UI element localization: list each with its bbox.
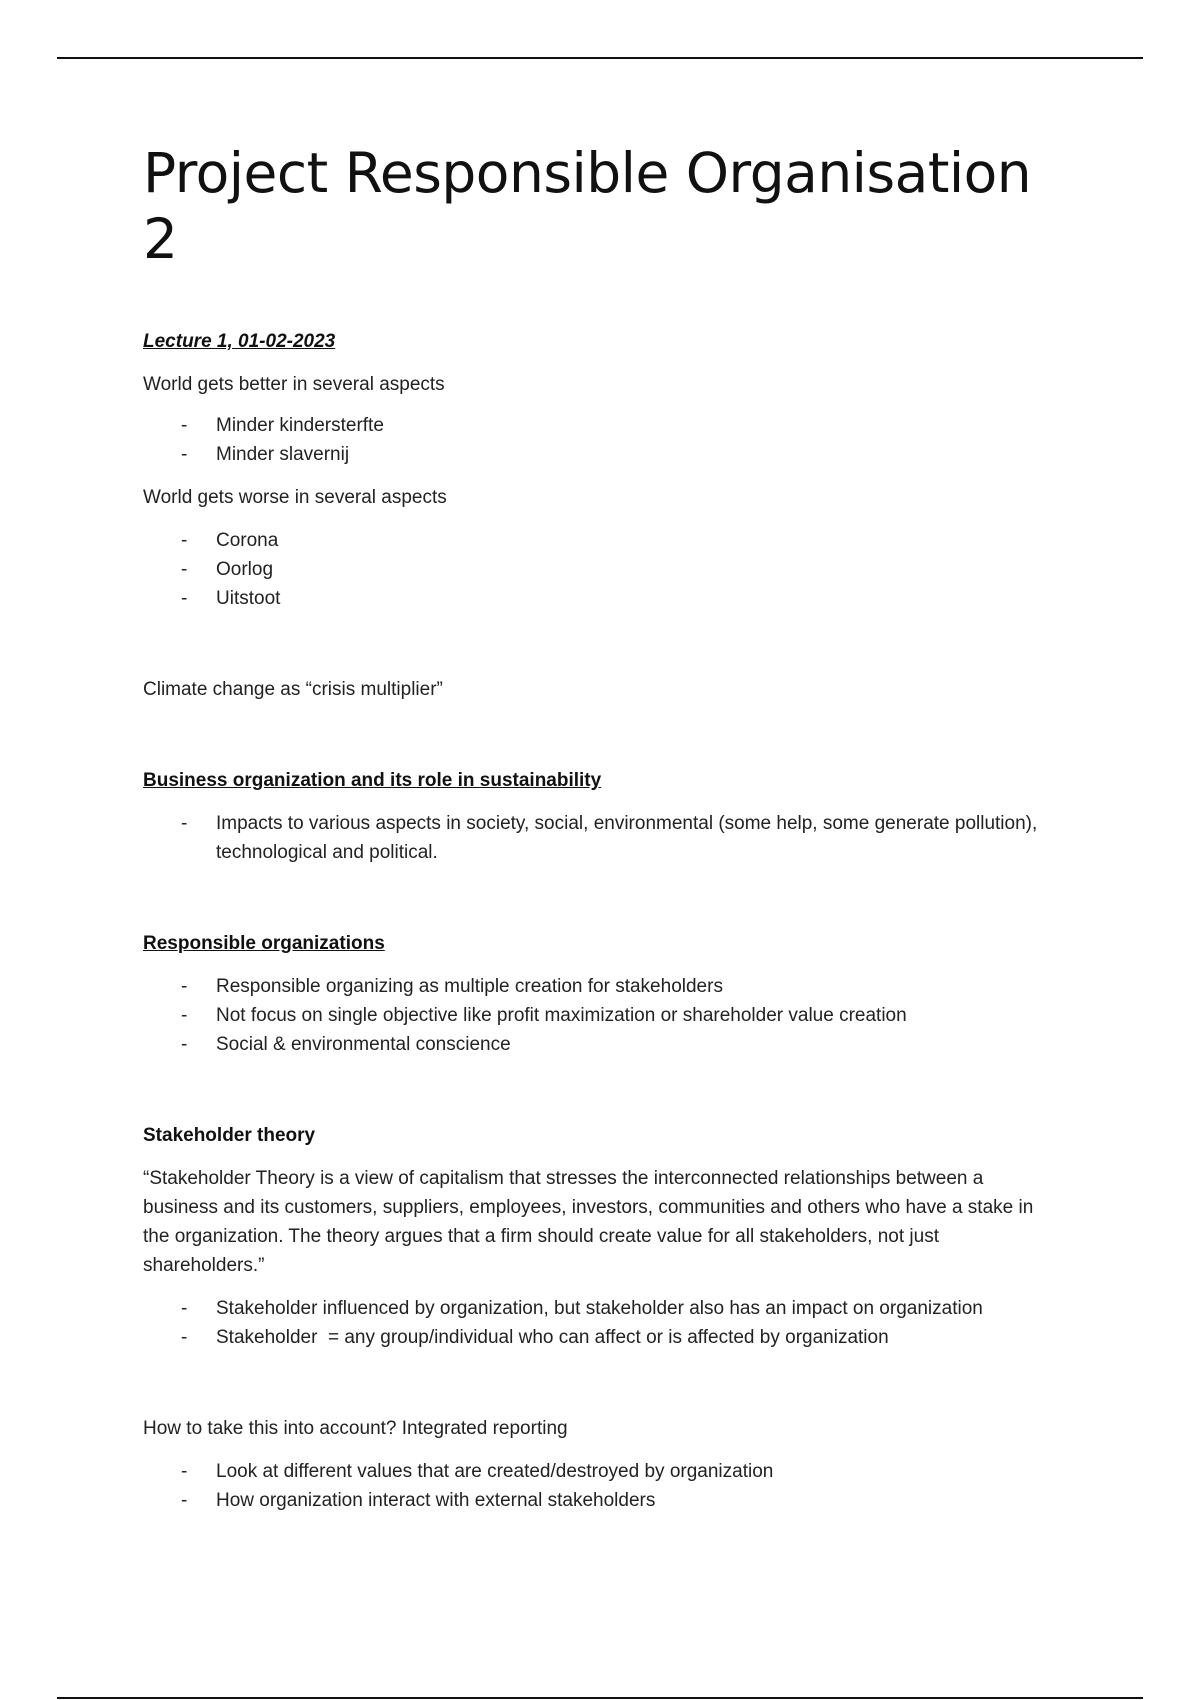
- stakeholder-heading: Stakeholder theory: [143, 1125, 316, 1146]
- worse-intro: World gets worse in several aspects: [143, 487, 447, 508]
- list-marker: -: [181, 1490, 188, 1511]
- footer-rule: [57, 1697, 1143, 1699]
- header-rule: [57, 57, 1143, 59]
- better-list: [181, 411, 1063, 469]
- better-intro: World gets better in several aspects: [143, 374, 445, 395]
- list-item: - Corona: [181, 526, 1063, 555]
- responsible-list: [181, 972, 1063, 1059]
- list-item: - How organization interact with external stakeholders: [181, 1486, 1063, 1515]
- list-marker: -: [181, 1461, 188, 1482]
- list-marker: -: [181, 444, 188, 465]
- document-body: [143, 140, 1063, 1515]
- business-heading: Business organization and its role in sustainability: [143, 770, 602, 791]
- list-item: - Minder slavernij: [181, 440, 1063, 469]
- list-item: - Impacts to various aspects in society, social, environmental (some help, some generate pollution), technological and political.: [181, 809, 1063, 867]
- worse-list: [181, 526, 1063, 613]
- list-item: - Stakeholder = any group/individual who can affect or is affected by organization: [181, 1323, 1063, 1352]
- account-line: How to take this into account? Integrated reporting: [143, 1418, 568, 1439]
- list-item: - Responsible organizing as multiple creation for stakeholders: [181, 972, 1063, 1001]
- stakeholder-quote: “Stakeholder Theory is a view of capitalism that stresses the interconnected relationships between a business and its customers, suppliers, employees, investors, communities and others who have a stake in the organization. The theory argues that a firm should create value for all stakeholders, not just shareholders.”: [143, 1168, 1034, 1276]
- list-marker: -: [181, 976, 188, 997]
- list-item: - Social & environmental conscience: [181, 1030, 1063, 1059]
- document-title: Project Responsible Organisation 2: [143, 141, 1032, 271]
- stakeholder-list: [181, 1294, 1063, 1352]
- list-marker: -: [181, 1034, 188, 1055]
- list-item: - Uitstoot: [181, 584, 1063, 613]
- list-item: - Oorlog: [181, 555, 1063, 584]
- climate-line: Climate change as “crisis multiplier”: [143, 679, 443, 700]
- list-marker: -: [181, 1005, 188, 1026]
- list-marker: -: [181, 1298, 188, 1319]
- list-marker: -: [181, 415, 188, 436]
- list-marker: -: [181, 813, 188, 834]
- list-item: - Minder kindersterfte: [181, 411, 1063, 440]
- list-marker: -: [181, 530, 188, 551]
- list-item: - Not focus on single objective like profit maximization or shareholder value creation: [181, 1001, 1063, 1030]
- list-marker: -: [181, 588, 188, 609]
- list-item: - Stakeholder influenced by organization, but stakeholder also has an impact on organization: [181, 1294, 1063, 1323]
- lecture-heading: Lecture 1, 01-02-2023: [143, 331, 336, 352]
- account-list: [181, 1457, 1063, 1515]
- responsible-heading: Responsible organizations: [143, 933, 385, 954]
- list-marker: -: [181, 1327, 188, 1348]
- list-marker: -: [181, 559, 188, 580]
- list-item: - Look at different values that are created/destroyed by organization: [181, 1457, 1063, 1486]
- business-list: [181, 809, 1063, 867]
